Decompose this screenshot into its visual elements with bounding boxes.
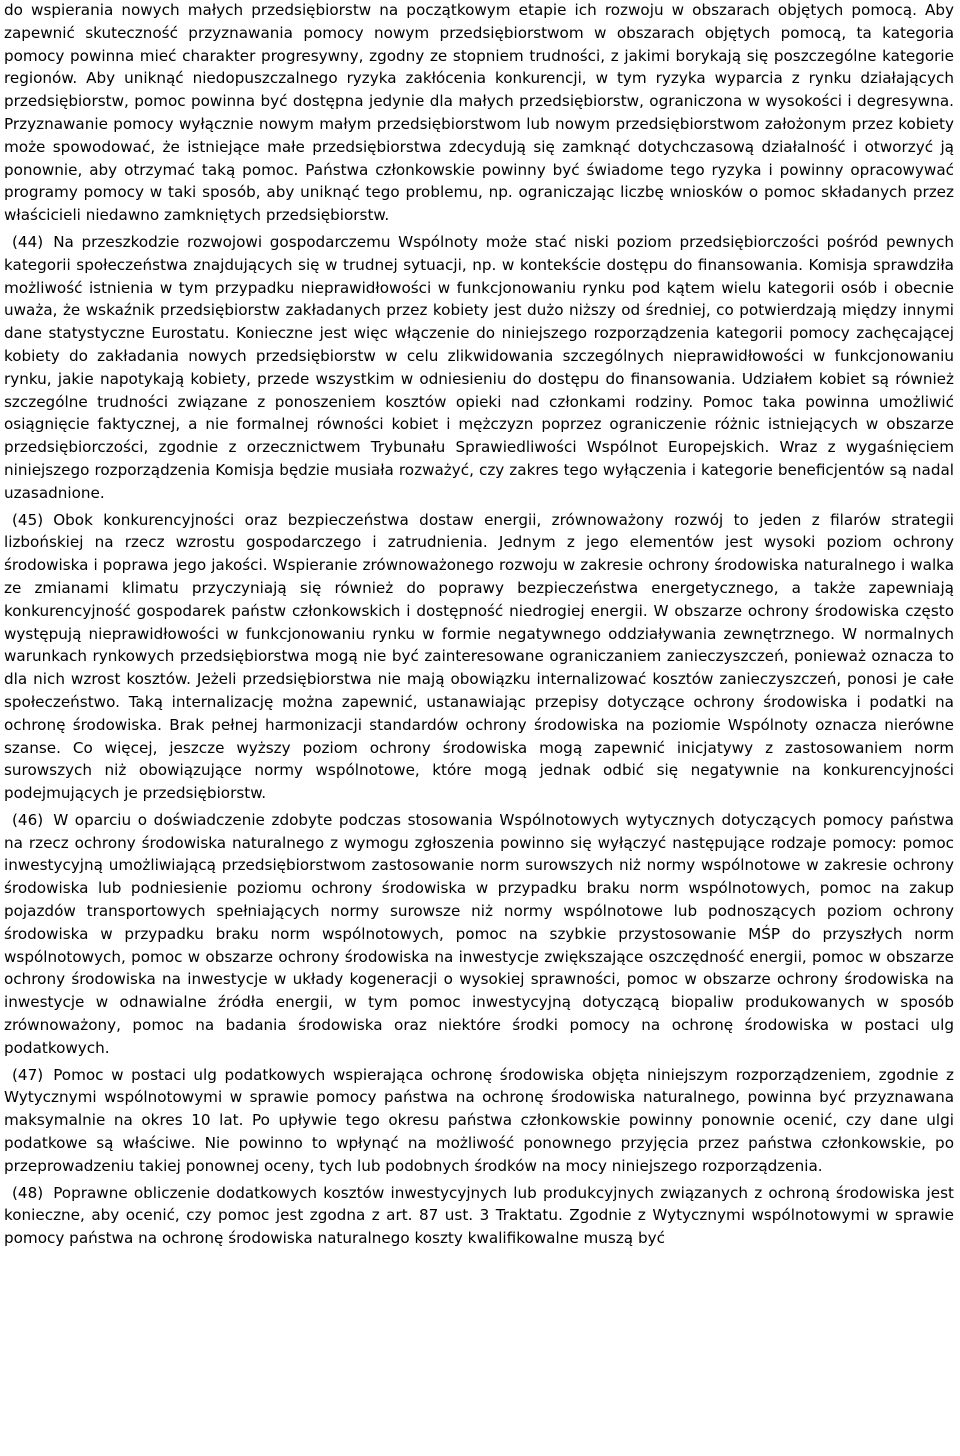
paragraph-text: Obok konkurencyjności oraz bezpieczeństwa dostaw energii, zrównoważony rozwój to jeden z filarów strategii lizbońskiej na rzecz wzrostu gospodarczego i zatrudnienia. Jednym z jego elementów jest wysoki poziom ochrony środowiska i poprawa jego jakości. Wspieranie zrównoważonego rozwoju w zakresie ochrony środowiska naturalnego i walka ze zmianami klimatu przyczyniają się również do poprawy bezpieczeństwa energetycznego, a także zapewniają konkurencyjność gospodarek państw członkowskich i dostępność niedrogiej energii. W obszarze ochrony środowiska często występują nieprawidłowości w funkcjonowaniu rynku w formie negatywnego oddziaływania zewnętrznego. W normalnych warunkach rynkowych przedsiębiorstwa mogą nie być zainteresowane ograniczaniem zanieczyszczeń, ponieważ oznacza to dla nich wzrost kosztów. Jeżeli przedsiębiorstwa nie mają obowiązku internalizować kosztów zanieczyszczeń, ponosi je całe społeczeństwo. Taką internalizację można zapewnić, ustanawiając przepisy dotyczące ochrony środowiska i podatki na ochronę środowiska. Brak pełnej harmonizacji standardów ochrony środowiska na poziomie Wspólnoty oznacza nierówne szanse. Co więcej, jeszcze wyższy poziom ochrony środowiska mogą zapewnić inicjatywy z zastosowaniem norm surowszych niż obowiązujące normy wspólnotowe, które mogą jednak odbić się negatywnie na konkurencyjności podejmujących je przedsiębiorstw. <box>4 510 954 803</box>
paragraph-text: Pomoc w postaci ulg podatkowych wspierająca ochronę środowiska objęta niniejszym rozporządzeniem, zgodnie z Wytycznymi wspólnotowymi w sprawie pomocy państwa na ochronę środowiska naturalnego, powinna być przyznawana maksymalnie na okres 10 lat. Po upływie tego okresu państwa członkowskie powinny ponownie ocenić, czy dane ulgi podatkowe są właściwe. Nie powinno to wpłynąć na możliwość ponownego przyjęcia przez państwa członkowskie, po przeprowadzeniu takiej ponownej oceny, tych lub podobnych środków na mocy niniejszego rozporządzenia. <box>4 1065 954 1175</box>
paragraph-46 <box>4 809 954 1060</box>
paragraph-text: do wspierania nowych małych przedsiębiorstw na początkowym etapie ich rozwoju w obszarach objętych pomocą. Aby zapewnić skuteczność przyznawania pomocy nowym przedsiębiorstwom w obszarach objętych pomocą, ta kategoria pomocy powinna mieć charakter progresywny, zgodny ze stopniem trudności, z jakimi borykają się poszczególne kategorie regionów. Aby uniknąć niedopuszczalnego ryzyka zakłócenia konkurencji, w tym ryzyka wyparcia z rynku działających przedsiębiorstw, pomoc powinna być dostępna jedynie dla małych przedsiębiorstw, ograniczona w wysokości i degresywna. Przyznawanie pomocy wyłącznie nowym małym przedsiębiorstwom lub nowym przedsiębiorstwom założonym przez kobiety może spowodować, że istniejące małe przedsiębiorstwa zdecydują się zamknąć dotychczasową działalność i otworzyć ją ponownie, aby otrzymać taką pomoc. Państwa członkowskie powinny być świadome tego ryzyka i powinny opracowywać programy pomocy w taki sposób, aby uniknąć tego problemu, np. ograniczając liczbę wniosków o pomoc składanych przez właścicieli niedawno zamkniętych przedsiębiorstw. <box>4 1 954 225</box>
paragraph-text: Na przeszkodzie rozwojowi gospodarczemu Wspólnoty może stać niski poziom przedsiębiorczości pośród pewnych kategorii społeczeństwa znajdujących się w trudnej sytuacji, np. w kontekście dostępu do finansowania. Komisja sprawdziła możliwość istnienia w tym przypadku nieprawidłowości w funkcjonowaniu rynku pod kątem wielu kategorii osób i obecnie uważa, że wskaźnik przedsiębiorstw zakładanych przez kobiety jest dużo niższy od średniej, co potwierdzają między innymi dane statystyczne Eurostatu. Konieczne jest więc włączenie do niniejszego rozporządzenia kategorii pomocy zachęcającej kobiety do zakładania nowych przedsiębiorstw w celu zlikwidowania szczególnych nieprawidłowości w funkcjonowaniu rynku, jakie napotykają kobiety, przede wszystkim w odniesieniu do dostępu do finansowania. Udziałem kobiet są również szczególne trudności związane z ponoszeniem kosztów opieki nad członkami rodziny. Pomoc taka powinna umożliwić osiągnięcie faktycznej, a nie formalnej równości kobiet i mężczyzn poprzez ograniczenie różnic istniejących w obszarze przedsiębiorczości, zgodnie z orzecznictwem Trybunału Sprawiedliwości Wspólnot Europejskich. Wraz z wygaśnięciem niniejszego rozporządzenia Komisja będzie musiała rozważyć, czy zakres tego wyłączenia i kategorie beneficjentów są nadal uzasadnione. <box>4 232 954 502</box>
paragraph-47 <box>4 1064 954 1178</box>
paragraph-45 <box>4 509 954 805</box>
paragraph-number: (46) <box>12 810 44 829</box>
paragraph-48 <box>4 1182 954 1250</box>
paragraph-number: (45) <box>12 510 44 529</box>
paragraph-continued <box>4 0 954 227</box>
paragraph-text: W oparciu o doświadczenie zdobyte podczas stosowania Wspólnotowych wytycznych dotyczących pomocy państwa na rzecz ochrony środowiska naturalnego z wymogu zgłoszenia powinno się wyłączyć następujące rodzaje pomocy: pomoc inwestycyjną umożliwiającą przedsiębiorstwom zastosowanie norm surowszych niż normy wspólnotowe w zakresie ochrony środowiska lub podniesienie poziomu ochrony środowiska w przypadku braku norm wspólnotowych, pomoc na zakup pojazdów transportowych spełniających normy surowsze niż normy wspólnotowe lub podnoszących poziom ochrony środowiska w przypadku braku norm wspólnotowych, pomoc na szybkie przystosowanie MŚP do przyszłych norm wspólnotowych, pomoc w obszarze ochrony środowiska na inwestycje zwiększające oszczędność energii, pomoc w obszarze ochrony środowiska na inwestycje w układy kogeneracji o wysokiej sprawności, pomoc w obszarze ochrony środowiska na inwestycje w odnawialne źródła energii, w tym pomoc inwestycyjną dotyczącą biopaliw produkowanych w sposób zrównoważony, pomoc na badania środowiska oraz niektóre środki pomocy na ochronę środowiska w postaci ulg podatkowych. <box>4 810 954 1057</box>
paragraph-number: (44) <box>12 232 44 251</box>
paragraph-text: Poprawne obliczenie dodatkowych kosztów inwestycyjnych lub produkcyjnych związanych z ochroną środowiska jest konieczne, aby ocenić, czy pomoc jest zgodna z art. 87 ust. 3 Traktatu. Zgodnie z Wytycznymi wspólnotowymi w sprawie pomocy państwa na ochronę środowiska naturalnego koszty kwalifikowalne muszą być <box>4 1183 954 1248</box>
paragraph-number: (47) <box>12 1065 44 1084</box>
paragraph-44 <box>4 231 954 505</box>
paragraph-number: (48) <box>12 1183 44 1202</box>
